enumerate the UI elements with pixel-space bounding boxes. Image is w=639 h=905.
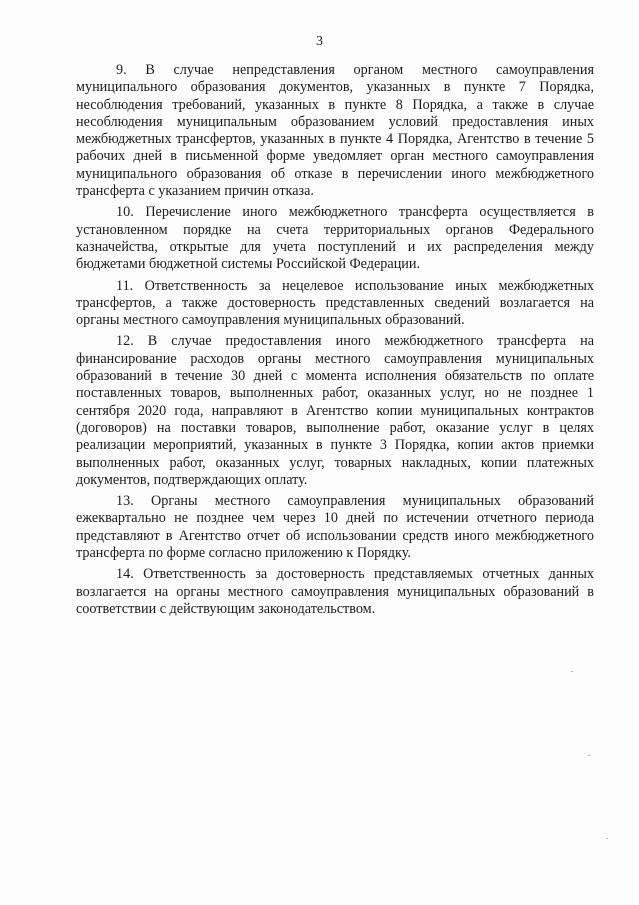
paragraph-13: 13. Органы местного самоуправления муниципальных образований ежеквартально не позднее чем через 10 дней по истечении отчетного периода представляют в Агентство отчет об использовании средств иного межбюджетного трансферта по форме согласно приложению к Порядку. <box>76 493 594 562</box>
document-body <box>76 62 594 618</box>
paragraph-9: 9. В случае непредставления органом местного самоуправления муниципального образования документов, указанных в пункте 7 Порядка, несоблюдения требований, указанных в пункте 8 Порядка, а также в случае несоблюдения муниципальным образованием условий предоставления иных межбюджетных трансфертов, указанных в пункте 4 Порядка, Агентство в течение 5 рабочих дней в письменной форме уведомляет орган местного самоуправления муниципального образования об отказе в перечислении иного межбюджетного трансферта с указанием причин отказа. <box>76 62 594 200</box>
paragraph-14: 14. Ответственность за достоверность представляемых отчетных данных возлагается на органы местного самоуправления муниципальных образований в соответствии с действующим законодательством. <box>76 566 594 617</box>
paragraph-11: 11. Ответственность за нецелевое использование иных межбюджетных трансфертов, а также достоверность представленных сведений возлагается на органы местного самоуправления муниципальных образований. <box>76 277 594 329</box>
scan-speck <box>571 671 573 672</box>
paragraph-10: 10. Перечисление иного межбюджетного трансферта осуществляется в установленном порядке на счета территориальных органов Федерального казначейства, открытые для учета поступлений и их распределения между бюджетами бюджетной системы Российской Федерации. <box>76 204 594 273</box>
paragraph-12: 12. В случае предоставления иного межбюджетного трансферта на финансирование расходов органы местного самоуправления муниципальных образований в течение 30 дней с момента исполнения обязательств по оплате поставленных товаров, выполненных работ, оказанных услуг, но не позднее 1 сентября 2020 года, направляют в Агентство копии муниципальных контрактов (договоров) на поставки товаров, выполнение работ, оказание услуг в целях реализации мероприятий, указанных в пункте 3 Порядка, копии актов приемки выполненных работ, оказанных услуг, товарных накладных, копии платежных документов, подтверждающих оплату. <box>76 333 594 488</box>
scan-speck <box>588 755 590 756</box>
scan-speck <box>606 838 608 839</box>
page-number: 3 <box>316 34 323 49</box>
